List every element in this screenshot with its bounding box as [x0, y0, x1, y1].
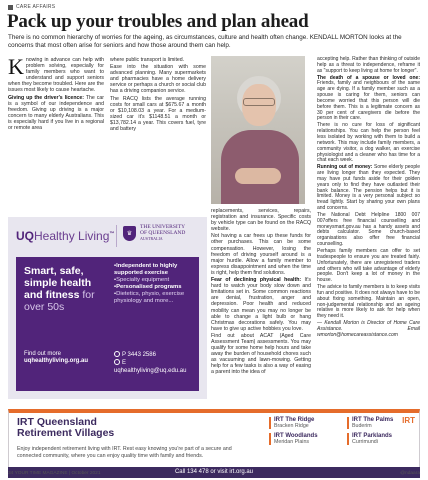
- village-place: Bracken Ridge: [274, 423, 309, 429]
- uq-phone[interactable]: P 3443 2586: [122, 352, 156, 358]
- photo-glasses: [243, 98, 275, 106]
- uq-email[interactable]: E uqhealthyliving@uq.edu.au: [114, 360, 187, 374]
- village-name: IRT The Palms: [352, 417, 394, 423]
- page-footer: [8, 471, 420, 476]
- irt-village-list: [269, 417, 421, 445]
- irt-village-item: [347, 433, 421, 445]
- uq-crest-icon: ♛: [123, 226, 136, 241]
- subhead-health: Fear of declining physical health:: [211, 277, 302, 284]
- col1-paragraph-2: The car is a symbol of our independence and freedom. Giving up driving is a major concern to many elderly Australians. This is especially hard if you live in a regional or remote area: [8, 94, 104, 132]
- village-name: IRT The Ridge: [274, 417, 315, 423]
- village-name: IRT Parklands: [352, 433, 393, 439]
- uq-logo-b: Healthy Living: [34, 229, 110, 243]
- subhead-money: Running out of money:: [317, 164, 373, 171]
- article-column-4: [317, 57, 420, 340]
- uq-crest: [123, 224, 185, 242]
- col4-paragraph-6: Perhaps family members can offer to set tradespeople to ensure you are treated fairly. Unfortunately, there are unregistered traders and others who will take advantage of elderly people. Don't keep a lot of money in the house.: [317, 248, 420, 284]
- irt-logo: IRT: [402, 416, 415, 425]
- photo-hands: [235, 168, 281, 184]
- irt-ad-description: Enjoy independent retirement living with IRT. Rest easy knowing you're part of a secure and connected community, where you can enjoy quality time with family and friends.: [17, 446, 232, 459]
- article-column-2: [110, 57, 206, 133]
- village-name: IRT Woodlands: [274, 433, 318, 439]
- uni-line-3: AUSTRALIA: [140, 236, 163, 241]
- uq-services-list: [114, 263, 196, 305]
- village-place: Currimundi: [352, 439, 378, 445]
- col4-paragraph-7: The advice to family members is to keep visits fun and positive. It does not always have to be about fixing something. Maintain an open, non-judgemental relationship and an ageing relative is more likely to ask for help when they need it.: [317, 284, 420, 320]
- article-column-1: [8, 54, 104, 132]
- irt-village-item: [269, 433, 343, 445]
- col3-paragraph-4: Find out about ACAT (Aged Care Assessment Team) assessments. You may qualify for some home help hours and take away the burden of household chores such as vacuuming and lawn-mowing. Getting help for a few tasks is also a way of easing a parent into the idea of: [211, 332, 311, 376]
- uq-healthy-living-ad[interactable]: [8, 217, 207, 399]
- uq-find-more[interactable]: [24, 351, 88, 365]
- email-icon: [114, 359, 120, 365]
- article-standfirst: There is no common hierarchy of worries for the ageing, as circumstances, culture and health often change. KENDALL MORTON looks at the concerns that most often arise for seniors and how those around them can help.: [8, 34, 402, 49]
- uq-university-name: [140, 224, 185, 242]
- article-column-3: [211, 208, 311, 377]
- col2-paragraph-2: Ease into the situation with some advanced planning. Many supermarkets and pharmacies have a home delivery service or perhaps a church or social club has a driving companion service.: [110, 64, 206, 95]
- col2-paragraph-1: where public transport is limited.: [110, 57, 185, 63]
- uq-service-item: • Independent to highly supported exercise: [114, 263, 196, 277]
- phone-icon: [114, 351, 120, 357]
- section-label: [8, 4, 55, 10]
- col3-paragraph-2: Not having a car frees up these funds for other purchases. This can be some compensation. However, losing the freedom of driving yourself around is a major hurdle. Allow a family member to express disappointment and when the time is right, help them find solutions.: [211, 233, 311, 276]
- uq-service-item: • Specialty equipment: [114, 277, 196, 284]
- col4-paragraph-1: accepting help. Rather than thinking of outside help as a threat to independence, reframe it as "support to keep living at home for longer".: [317, 56, 420, 74]
- uq-contact: [114, 351, 199, 375]
- col4-paragraph-2: Friends, family and neighbours of the same age are dying. If a family member such as a spouse is caring for them, seniors can become worried that this person will die before them. This is a legitimate concern as 30 per cent of caregivers die before the person in their care.: [317, 80, 420, 122]
- uq-service-item: • Dietetics, physio, exercise physiology and more...: [114, 291, 196, 305]
- uq-ad-panel: [16, 257, 199, 391]
- logo-divider: [116, 225, 117, 247]
- photo-body: [221, 130, 299, 204]
- uq-logo: [16, 229, 114, 243]
- col3-paragraph-3: It's hard to watch your body slow down and limitations set in. Some common reactions are denial, frustration, anger and depression. Poor health and reduced mobility can mean you may no longer be able to change a light bulb or hang Christmas decorations safely. You may have to give up active hobbies you love.: [211, 277, 311, 332]
- irt-title-line-1: IRT Queensland: [17, 416, 97, 428]
- uq-tagline-sub: for over 50s: [24, 289, 95, 313]
- irt-village-item: [269, 417, 343, 429]
- section-square-icon: [8, 5, 13, 10]
- article-headline: Pack up your troubles and plan ahead: [7, 11, 309, 32]
- section-text: CARE AFFAIRS: [16, 4, 56, 10]
- col4-paragraph-3: There is no cure for loss of significant relationships. You can help the person feel less isolated by working with them to build a network. This may include family members, a community visitor, a dog walker, an exercise physiologist and a cleaner who has time for a chat each week.: [317, 122, 420, 164]
- uq-logo-mark: ™: [109, 231, 115, 237]
- footer-folio: 34 YOUR TIME MAGAZINE | October 2021: [8, 471, 101, 476]
- uq-tagline: [24, 265, 112, 313]
- village-place: Meridan Plains: [274, 439, 310, 445]
- subhead-licence: Giving up the driver's licence:: [8, 94, 84, 101]
- uq-url-link[interactable]: uqhealthyliving.org.au: [24, 358, 89, 364]
- village-place: Buderim: [352, 423, 372, 429]
- col2-paragraph-3: The RACQ lists the average running costs for small cars at $675.67 a month or $10,108.03 a year. For a medium-sized car it's $1148.51 a month or $13,782.14 a year. This covers fuel, tyre and battery: [110, 95, 206, 133]
- uq-logo-a: UQ: [16, 229, 34, 243]
- irt-call-to-action[interactable]: Call 134 478 or visit irt.org.au: [8, 467, 420, 478]
- col4-paragraph-5: The National Debt Helpline 1800 007 007offers free financial counselling and moneysmart.gov.au has a handy assets and debts calculator. Some church-based organisations also offer free financial counselling.: [317, 211, 420, 248]
- irt-title-line-2: Retirement Villages: [17, 427, 115, 439]
- uq-tagline-main: Smart, safe, simple health and fitness: [24, 265, 92, 301]
- uq-find-more-label: Find out more: [24, 351, 62, 357]
- col1-paragraph: nowing in advance can help with problem solving, especially for family members who want to understand and support seniors when they become troubled. Here are the issues most likely to cause heartache.: [8, 57, 104, 94]
- irt-ad-title: [17, 417, 114, 439]
- drop-cap: K: [8, 54, 24, 79]
- uni-line-1: THE UNIVERSITY: [140, 224, 186, 230]
- footer-credit: @ndaara: [400, 471, 420, 476]
- col4-paragraph-4: Some elderly people are living longer than they expected. They may have put funds aside for their golden years only to find they have outlasted their bank balance. The pension helps but it is limited. Money is a very personal subject so tread lightly. Start by sharing your own plans and concerns.: [317, 164, 421, 212]
- uq-service-item: • Personalised programs: [114, 284, 196, 291]
- col3-paragraph-1: replacements, services, repairs, registration and insurance. Specific costs by vehicle type can be found on the RACQ website.: [211, 208, 311, 233]
- author-signoff: — Kendall Morton is Director of Home Care Assistance. Email wmorton@homecareassistance.com: [317, 320, 420, 338]
- uni-line-2: OF QUEENSLAND: [140, 230, 186, 236]
- subhead-spouse: The death of a spouse or loved one:: [317, 74, 420, 81]
- senior-woman-photo: [211, 56, 305, 204]
